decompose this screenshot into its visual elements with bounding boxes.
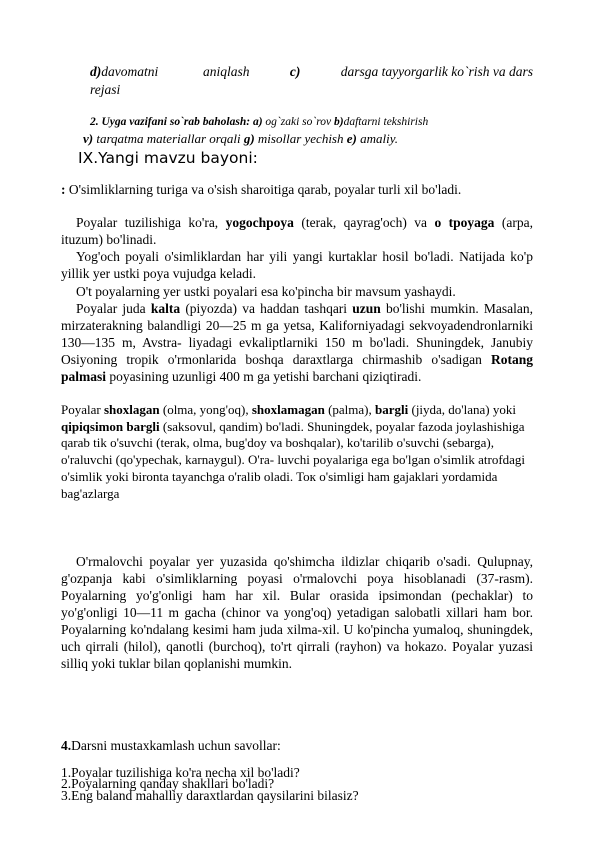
option-b-letter: b) — [333, 116, 344, 128]
option-g-text: misollar yechish — [257, 131, 344, 146]
homework-label: 2. Uyga vazifani so`rab baholash: — [90, 116, 251, 128]
option-e-text: amaliy. — [360, 131, 399, 146]
section4-num: 4. — [61, 738, 72, 753]
p1-lead: : — [61, 182, 66, 197]
p2-t2: (terak, qayrag'och) va — [301, 215, 428, 230]
item-letter-d: d) — [90, 64, 102, 79]
p1-text: O'simliklarning turiga va o'sish sharoitiga qarab, poyalar turli xil bo'ladi. — [68, 182, 462, 197]
paragraph-6 — [61, 402, 537, 502]
paragraph-5 — [61, 300, 533, 385]
p2-t3: (arpa, ituzum) bo'linadi. — [61, 215, 533, 247]
p2-b1: yogochpoya — [225, 215, 294, 230]
assessment-item-d — [90, 63, 533, 99]
item-d-text3: darsga tayyorgarlik ko`rish va dars — [340, 64, 533, 79]
p6-t1: Poyalar — [61, 402, 101, 417]
p6-b3: bargli — [375, 402, 409, 417]
p5-t2: (piyozda) va haddan tashqari — [185, 301, 348, 316]
p5-b2: uzun — [352, 301, 381, 316]
p5-b1: kalta — [150, 301, 181, 316]
option-a-letter: a) — [252, 116, 263, 128]
option-v-text: tarqatma materiallar orqali — [96, 131, 241, 146]
homework-assessment-line — [90, 115, 540, 129]
section4-title: Darsni mustaxkamlash uchun savollar: — [71, 738, 281, 753]
option-v-letter: v) — [83, 131, 94, 146]
option-a-text: og`zaki so`rov — [265, 116, 332, 128]
paragraph-2 — [61, 214, 533, 248]
item-d-text4: rejasi — [90, 82, 121, 97]
homework-assessment-line-2 — [83, 131, 543, 147]
p2-b2: o tpoyaga — [434, 215, 495, 230]
item-d-text1: davomatni — [101, 64, 159, 79]
p6-b1: shoxlagan — [103, 402, 160, 417]
p6-b4: qipiqsimon bargli — [61, 418, 160, 434]
paragraph-1 — [61, 181, 533, 198]
p6-t2: (olma, yong'oq), — [162, 402, 249, 417]
p2-t1: Poyalar tuzilishiga ko'ra, — [76, 215, 219, 230]
question-1: 1.Poyalar tuzilishiga ko'ra necha xil bo'ladi? — [61, 765, 300, 780]
paragraph-7: O'rmalovchi poyalar yer yuzasida qo'shimcha ildizlar chiqarib o'sadi. Qulupnay, g'ozpanja kabi o'simliklarning poyasi o'rmalovchi poya hisoblanadi (37-rasm). Poyalarning yo'g'onligi ham har xil. Bular orasida ipsimondan (pechaklar) to yo'g'onligi 10—11 m gacha (chinor va yong'oq) yetadigan salobatli xillari ham bor. Poyalarning ko'ndalang kesimi ham juda xilma-xil. U ko'pincha yumaloq, shuningdek, uch qirrali (hilol), qanotli (burchoq), to'rt qirrali (rayhon) va hokazo. Poyalar yuzasi silliq yoki tuklar bilan qoplanishi mumkin. — [61, 554, 533, 671]
p6-t5: (saksovul, qandim) bo'ladi. — [162, 418, 304, 434]
p5-t4: poyasining uzunligi 400 m ga yetishi barchani qiziqtiradi. — [109, 369, 422, 384]
reinforcement-heading — [61, 737, 533, 754]
item-d-text2: aniqlash — [203, 64, 250, 79]
option-b-text: daftarni tekshirish — [343, 116, 429, 128]
item-letter-c: c) — [289, 64, 301, 79]
p6-t4: (jiyda, do'lana) yoki — [411, 402, 516, 417]
paragraph-3: Yog'och poyali o'simliklardan har yili yangi kurtaklar hosil bo'ladi. Natijada ko'p yillik yer ustki poya vujudga keladi. — [61, 249, 533, 281]
question-2: 2.Poyalarning qanday shakllari bo'ladi? — [61, 776, 275, 791]
option-g-letter: g) — [243, 131, 255, 146]
option-e-letter: e) — [346, 131, 357, 146]
p6-t3: (palma), — [328, 402, 372, 417]
p5-t1: Poyalar juda — [76, 301, 146, 316]
p5-t3: bo'lishi mumkin. Masalan, mirzaterakning balandligi 20—25 m ga yetsa, Kaliforniyadagi sekvoyadendronlarniki 130—135 m, Avstra- liyadagi evkaliptlarniki 150 m bo'ladi. Shuningdek, Janubiy Osiyoning tropik o'rmonlarida boshqa daraxtlarga chirmashib o'sadigan — [61, 301, 534, 367]
question-3: 3.Eng baland mahalliy daraxtlardan qaysilarini bilasiz? — [61, 788, 359, 803]
paragraph-4: O't poyalarning yer ustki poyalari esa ko'pincha bir mavsum yashaydi. — [76, 284, 456, 299]
p5-b3: Rotang palmasi — [61, 352, 534, 384]
p6-b2: shoxlamagan — [251, 402, 325, 417]
section-heading: IX.Yangi mavzu bayoni: — [78, 149, 258, 167]
p6-t6: Shuningdek, poyalar fazoda joylashishiga qarab tik o'suvchi (terak, olma, bug'doy va boshqalar), ko'tarilib o'suvchi (sebarga), o'raluvchi (qo'ypechak, karnaygul). O'ra- luvchi poyalariga ega bo'lgan o'simlik atrofdagi o'simlik yoki bironta tayanchga o'ralib oladi. Toк o'simligi ham gajaklari yordamida bag'azlarga — [61, 418, 526, 501]
